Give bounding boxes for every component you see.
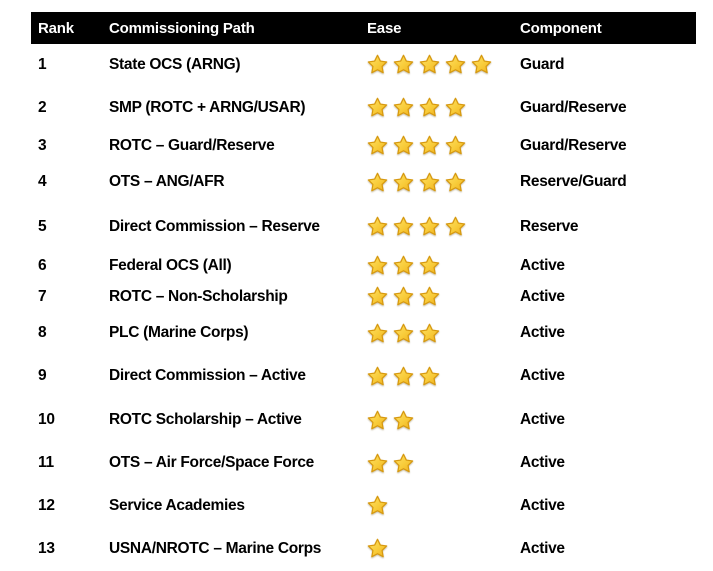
commissioning-path-cell: ROTC – Non-Scholarship [109, 287, 288, 305]
commissioning-path-cell: USNA/NROTC – Marine Corps [109, 539, 322, 557]
ease-rating [367, 538, 520, 559]
component-cell: Reserve/Guard [520, 173, 627, 190]
ease-rating [367, 495, 520, 516]
commissioning-path-cell: ROTC – Guard/Reserve [109, 136, 275, 154]
star-icon [367, 135, 388, 156]
component-cell: Active [520, 367, 565, 384]
component-cell: Reserve [520, 217, 579, 235]
commissioning-path-cell: Federal OCS (All) [109, 256, 232, 274]
star-icon [367, 366, 388, 387]
ease-rating [367, 286, 520, 307]
star-icon [445, 97, 466, 118]
star-icon [419, 366, 440, 387]
table-row [31, 250, 696, 281]
table-row [31, 354, 696, 398]
ease-rating [367, 410, 520, 431]
component-cell: Active [520, 411, 565, 428]
rank-cell: 3 [38, 136, 47, 154]
star-icon [419, 135, 440, 156]
rank-cell: 2 [38, 98, 47, 116]
star-icon [393, 410, 414, 431]
commissioning-path-cell: SMP (ROTC + ARNG/USAR) [109, 98, 306, 116]
ease-rating [367, 97, 520, 118]
header-commissioning-path: Commissioning Path [109, 19, 255, 37]
star-icon [367, 54, 388, 75]
table-row [31, 281, 696, 312]
ease-rating [367, 135, 520, 156]
commissioning-table [31, 12, 696, 570]
star-icon [445, 54, 466, 75]
rank-cell: 1 [38, 55, 47, 73]
star-icon [367, 323, 388, 344]
table-row [31, 398, 696, 442]
table-row [31, 442, 696, 484]
star-icon [419, 216, 440, 237]
component-cell: Guard/Reserve [520, 98, 627, 116]
table-row [31, 527, 696, 570]
ease-rating [367, 54, 520, 75]
star-icon [393, 453, 414, 474]
commissioning-path-cell: OTS – ANG/AFR [109, 173, 225, 190]
ease-rating [367, 323, 520, 344]
component-cell: Guard [520, 55, 565, 73]
star-icon [419, 323, 440, 344]
commissioning-path-cell: Direct Commission – Reserve [109, 217, 320, 235]
star-icon [367, 410, 388, 431]
rank-cell: 7 [38, 287, 47, 305]
table-row [31, 85, 696, 130]
star-icon [393, 135, 414, 156]
star-icon [367, 286, 388, 307]
table-row [31, 203, 696, 250]
component-cell: Active [520, 324, 565, 341]
rank-cell: 13 [38, 539, 55, 557]
ease-rating [367, 366, 520, 387]
star-icon [393, 255, 414, 276]
star-icon [393, 286, 414, 307]
star-icon [393, 54, 414, 75]
component-cell: Active [520, 539, 565, 557]
star-icon [393, 97, 414, 118]
table-body [31, 44, 696, 570]
star-icon [419, 286, 440, 307]
rank-cell: 10 [38, 411, 55, 428]
commissioning-path-cell: PLC (Marine Corps) [109, 324, 249, 341]
star-icon [393, 172, 414, 193]
commissioning-path-cell: OTS – Air Force/Space Force [109, 454, 314, 471]
commissioning-path-cell: ROTC Scholarship – Active [109, 411, 302, 428]
star-icon [445, 135, 466, 156]
star-icon [419, 97, 440, 118]
star-icon [367, 495, 388, 516]
rank-cell: 12 [38, 496, 55, 514]
star-icon [367, 453, 388, 474]
commissioning-path-cell: Service Academies [109, 496, 245, 514]
commissioning-path-cell: Direct Commission – Active [109, 367, 306, 384]
star-icon [393, 366, 414, 387]
table-row [31, 161, 696, 203]
ease-rating [367, 216, 520, 237]
header-rank: Rank [38, 19, 74, 37]
star-icon [367, 97, 388, 118]
commissioning-path-cell: State OCS (ARNG) [109, 55, 241, 73]
rank-cell: 4 [38, 173, 47, 190]
ease-rating [367, 172, 520, 193]
table-row [31, 484, 696, 527]
star-icon [445, 172, 466, 193]
rank-cell: 8 [38, 324, 47, 341]
header-ease: Ease [367, 19, 402, 37]
rank-cell: 6 [38, 256, 47, 274]
component-cell: Active [520, 496, 565, 514]
table-header-row [31, 12, 696, 44]
star-icon [367, 255, 388, 276]
table-row [31, 312, 696, 354]
rank-cell: 5 [38, 217, 47, 235]
star-icon [419, 255, 440, 276]
star-icon [367, 538, 388, 559]
component-cell: Active [520, 454, 565, 471]
ease-rating [367, 453, 520, 474]
header-component: Component [520, 19, 602, 37]
star-icon [471, 54, 492, 75]
star-icon [393, 216, 414, 237]
star-icon [367, 216, 388, 237]
star-icon [393, 323, 414, 344]
star-icon [419, 54, 440, 75]
component-cell: Active [520, 287, 565, 305]
ease-rating [367, 255, 520, 276]
table-row [31, 130, 696, 161]
table-row [31, 44, 696, 85]
component-cell: Guard/Reserve [520, 136, 627, 154]
rank-cell: 11 [38, 454, 54, 471]
component-cell: Active [520, 256, 565, 274]
star-icon [419, 172, 440, 193]
rank-cell: 9 [38, 367, 47, 384]
star-icon [445, 216, 466, 237]
star-icon [367, 172, 388, 193]
